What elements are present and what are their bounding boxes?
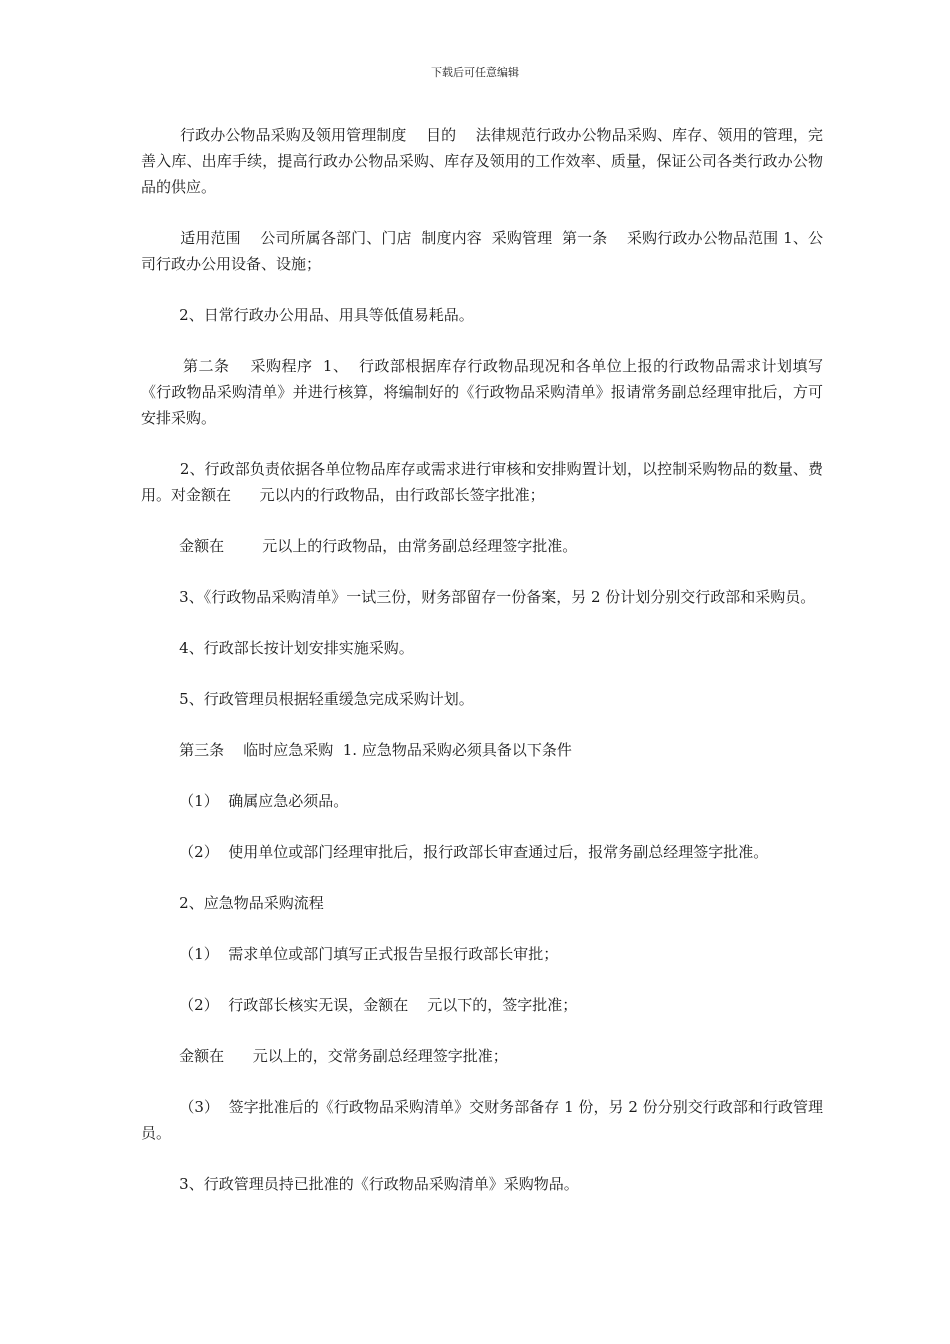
document-body [141,122,823,1222]
paragraph: 2、日常行政办公用品、用具等低值易耗品。 [141,306,474,324]
paragraph: 行政办公物品采购及领用管理制度 目的 法律规范行政办公物品采购、库存、领用的管理，完善入库、出库手续，提高行政办公物品采购、库存及领用的工作效率、质量，保证公司各类行政办公物品的供应。 [141,126,823,196]
page-header: 下载后可任意编辑 [431,66,519,79]
paragraph: （2） 行政部长核实无误，金额在 元以下的，签字批准； [141,996,578,1014]
paragraph: 第二条 采购程序 1、 行政部根据库存行政物品现况和各单位上报的行政物品需求计划填写《行政物品采购清单》并进行核算，将编制好的《行政物品采购清单》报请常务副总经理审批后，方可安排采购。 [141,357,823,427]
paragraph: 2、应急物品采购流程 [141,894,324,912]
paragraph: 3、《行政物品采购清单》一试三份，财务部留存一份备案，另 2 份计划分别交行政部和采购员。 [141,588,816,606]
paragraph: 第三条 临时应急采购 1. 应急物品采购必须具备以下条件 [141,741,572,759]
paragraph: （1） 确属应急必须品。 [141,792,349,810]
paragraph: 适用范围 公司所属各部门、门店 制度内容 采购管理 第一条 采购行政办公物品范围 1、公司行政办公用设备、设施； [141,229,823,273]
paragraph: （2） 使用单位或部门经理审批后，报行政部长审查通过后，报常务副总经理签字批准。 [141,843,769,861]
paragraph: 金额在 元以上的行政物品，由常务副总经理签字批准。 [141,537,578,555]
paragraph: 金额在 元以上的，交常务副总经理签字批准； [141,1047,508,1065]
paragraph: （1） 需求单位或部门填写正式报告呈报行政部长审批； [141,945,559,963]
paragraph: 4、行政部长按计划安排实施采购。 [141,639,414,657]
paragraph: 2、行政部负责依据各单位物品库存或需求进行审核和安排购置计划，以控制采购物品的数量、费用。对金额在 元以内的行政物品，由行政部长签字批准； [141,460,823,504]
paragraph: 5、行政管理员根据轻重缓急完成采购计划。 [141,690,474,708]
paragraph: 3、行政管理员持已批准的《行政物品采购清单》采购物品。 [141,1175,579,1193]
paragraph: （3） 签字批准后的《行政物品采购清单》交财务部备存 1 份，另 2 份分别交行政部和行政管理员。 [141,1098,823,1142]
